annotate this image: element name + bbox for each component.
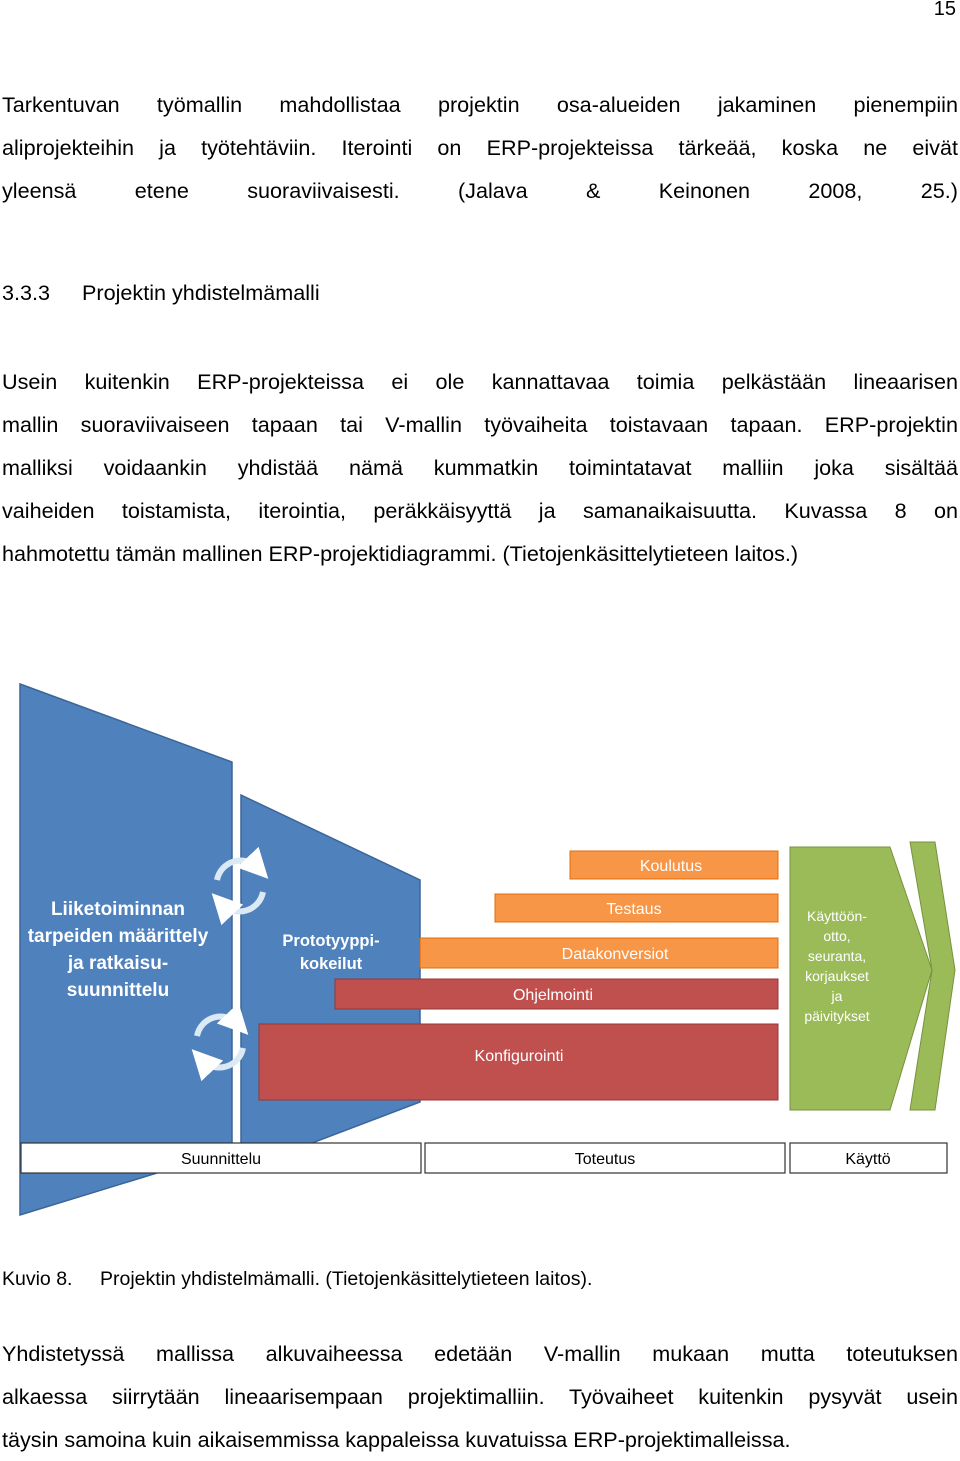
phase-toteutus-label: Toteutus: [574, 1151, 636, 1168]
deployment-label-line: päivitykset: [804, 1008, 870, 1024]
page-number: 15: [933, 0, 956, 20]
deployment-label-line: otto,: [823, 928, 851, 944]
requirements-phase-block: [20, 684, 232, 1215]
paragraph-line: malliksi voidaankin yhdistää nämä kummatkin toimintatavat malliin joka sisältää: [2, 455, 958, 480]
caption-text: Projektin yhdistelmämalli. (Tietojenkäsittelytieteen laitos).: [100, 1268, 593, 1290]
body-paragraph: [2, 360, 958, 575]
deployment-label-line: korjaukset: [805, 968, 869, 984]
section-heading: [2, 280, 320, 306]
bar-ohjelmointi: [335, 979, 778, 1009]
bar-label: Datakonversiot: [561, 946, 669, 963]
paragraph-line: vaiheiden toistamista, iterointia, peräkkäisyyttä ja samanaikaisuutta. Kuvassa 8 on: [2, 498, 958, 523]
bar-testaus: [495, 894, 778, 922]
prototype-label-line: Prototyyppi-: [282, 932, 380, 950]
closing-paragraph: [2, 1332, 958, 1461]
requirements-label-line: Liiketoiminnan: [50, 899, 186, 920]
requirements-label-line: ja ratkaisu-: [67, 953, 169, 974]
requirements-label-line: suunnittelu: [66, 980, 170, 1001]
caption-label: Kuvio 8.: [2, 1268, 73, 1290]
prototype-label-line: kokeilut: [299, 955, 363, 973]
erp-project-diagram: [0, 670, 960, 1230]
bar-koulutus: [570, 851, 778, 879]
bar-label: Testaus: [606, 901, 662, 918]
paragraph-line: yleensä etene suoraviivaisesti. (Jalava & Keinonen 2008, 25.): [2, 178, 958, 203]
paragraph-line: täysin samoina kuin aikaisemmissa kappaleissa kuvatuissa ERP-projektimalleissa.: [2, 1427, 791, 1452]
deployment-label-line: Käyttöön-: [807, 908, 867, 924]
requirements-label-line: tarpeiden määrittely: [27, 926, 209, 947]
paragraph-line: Tarkentuvan työmallin mahdollistaa projektin osa-alueiden jakaminen pienempiin: [2, 92, 958, 117]
paragraph-line: Usein kuitenkin ERP-projekteissa ei ole kannattavaa toimia pelkästään lineaarisen: [2, 369, 958, 394]
paragraph-line: hahmotettu tämän mallinen ERP-projektidiagrammi. (Tietojenkäsittelytieteen laitos.): [2, 541, 799, 566]
deployment-label-line: seuranta,: [807, 948, 867, 964]
phase-timeline: [21, 1143, 947, 1173]
phase-suunnittelu-label: Suunnittelu: [180, 1151, 262, 1168]
bar-datakonversiot: [420, 938, 778, 968]
paragraph-line: Yhdistetyssä mallissa alkuvaiheessa edetään V-mallin mukaan mutta toteutuksen: [2, 1341, 958, 1366]
paragraph-line: mallin suoraviivaiseen tapaan tai V-mallin työvaiheita toistavaan tapaan. ERP-projektin: [2, 412, 958, 437]
bar-label: Konfigurointi: [474, 1048, 564, 1065]
intro-paragraph: [2, 83, 958, 212]
section-number: 3.3.3: [2, 280, 51, 305]
deployment-label-line: ja: [831, 988, 843, 1004]
section-title: Projektin yhdistelmämalli: [82, 280, 320, 305]
bar-label: Koulutus: [639, 858, 703, 875]
figure-caption: [2, 1268, 592, 1291]
bar-konfigurointi: [259, 1024, 778, 1100]
phase-kaytto-label: Käyttö: [845, 1151, 891, 1168]
bar-label: Ohjelmointi: [512, 987, 594, 1004]
paragraph-line: alkaessa siirrytään lineaarisempaan projektimalliin. Työvaiheet kuitenkin pysyvät usein: [2, 1384, 958, 1409]
paragraph-line: aliprojekteihin ja työtehtäviin. Iterointi on ERP-projekteissa tärkeää, koska ne eivät: [2, 135, 958, 160]
